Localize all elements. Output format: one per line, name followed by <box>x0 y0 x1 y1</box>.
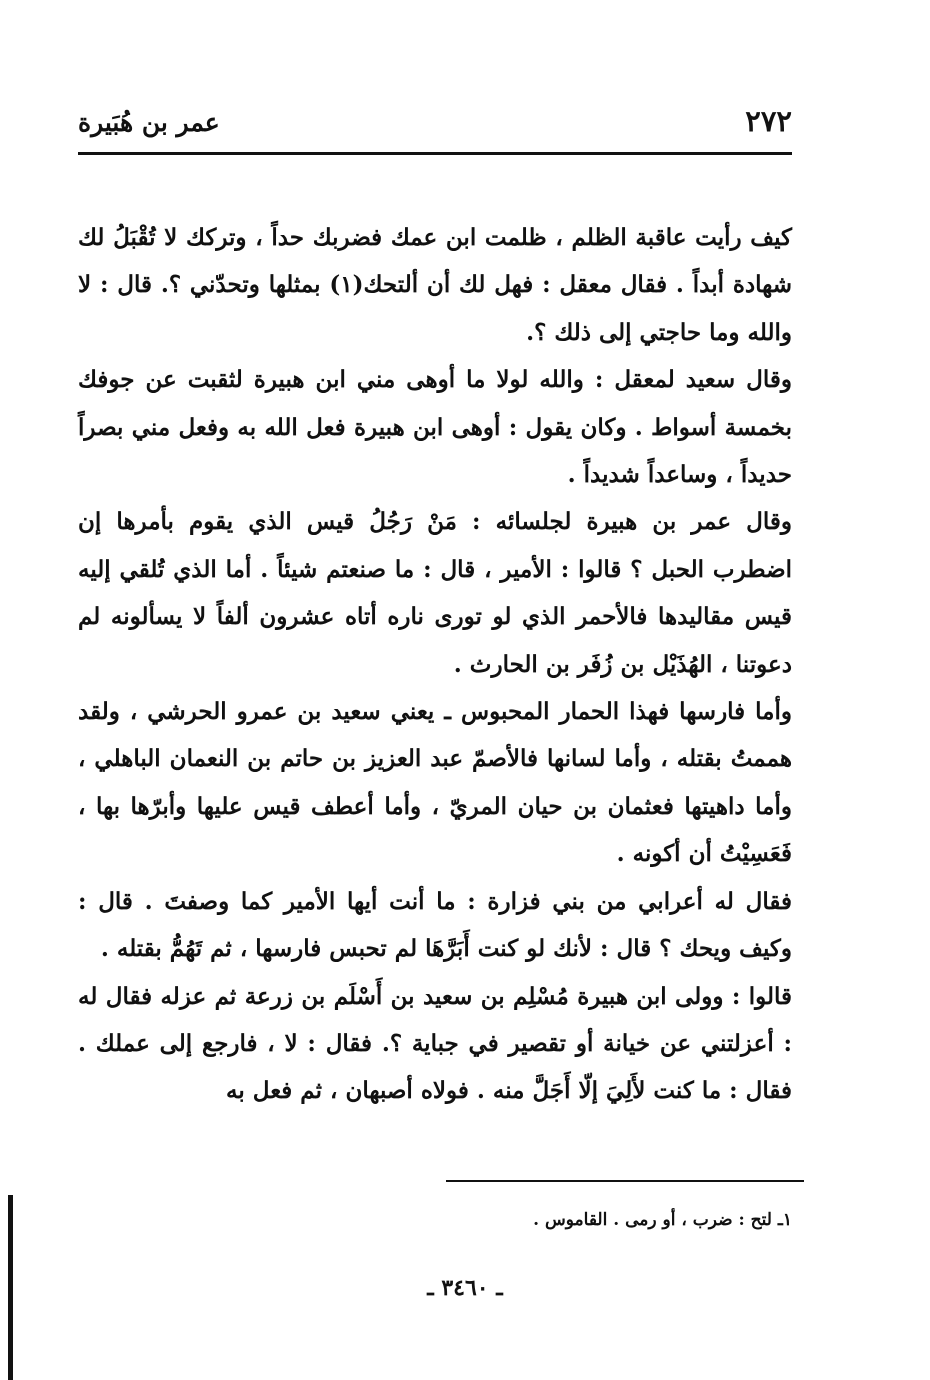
header-title: عمر بن هُبَيرة <box>78 108 220 137</box>
page-header <box>78 100 792 155</box>
footer-page-number: ـ ٣٤٦٠ ـ <box>427 1275 503 1301</box>
footnote: ١ـ لتح : ضرب ، أو رمى . القاموس . <box>533 1210 792 1230</box>
main-text <box>78 214 792 1115</box>
footnote-separator <box>446 1180 804 1182</box>
paragraph: كيف رأيت عاقبة الظلم ، ظلمت ابن عمك فضربك حداً ، وتركك لا تُقْبَلُ لك شهادة أبداً . فقال معقل : فهل لك أن ألتحك(١) بمثلها وتحدّني ؟. قال : لا والله وما حاجتي إلى ذلك ؟. <box>78 224 793 346</box>
paragraph: فقال له أعرابي من بني فزارة : ما أنت أيها الأمير كما وصفتَ . قال : وكيف ويحك ؟ قال : لأنك لو كنت أَبَرَّهَا لم تحبس فارسها ، ثم تَهُمُّ بقتله . <box>78 887 792 963</box>
paragraph: وقال سعيد لمعقل : والله لولا ما أوهى مني ابن هبيرة لثقبت عن جوفك بخمسة أسواط . وكان يقول : أوهى ابن هبيرة فعل الله به وفعل مني بصراً حديداً ، وساعداً شديداً . <box>78 366 792 489</box>
header-page-number: ٢٧٢ <box>745 104 792 138</box>
paragraph: وأما فارسها فهذا الحمار المحبوس ـ يعني سعيد بن عمرو الحرشي ، ولقد هممتُ بقتله ، وأما لسانها فالأصمّ عبد العزيز بن حاتم بن النعمان الباهلي ، وأما داهيتها فعثمان بن حيان المريّ ، وأما أعطف قيس عليها وأبرّها بها ، فَعَسِيْتُ أن أكونه . <box>78 698 792 868</box>
paragraph: قالوا : وولى ابن هبيرة مُسْلِم بن سعيد بن أَسْلَم بن زرعة ثم عزله فقال له : أعزلتني عن خيانة أو تقصير في جباية ؟. فقال : لا ، فارجع إلى عملك . فقال : ما كنت لأَلِيَ إلّا أَجَلَّ منه . فولاه أصبهان ، ثم فعل به <box>78 982 792 1105</box>
paragraph: وقال عمر بن هبيرة لجلسائه : مَنْ رَجُلُ قيس الذي يقوم بأمرها إن اضطرب الحبل ؟ قالوا : الأمير ، قال : ما صنعتم شيئاً . أما الذي تُلقي إليه قيس مقاليدها فالأحمر الذي لو تورى ناره أتاه عشرون ألفاً لا يسألونه لم دعوتنا ، الهُذَيْل بن زُفَر بن الحارث . <box>78 508 792 678</box>
binding-edge-shadow <box>8 1195 13 1380</box>
